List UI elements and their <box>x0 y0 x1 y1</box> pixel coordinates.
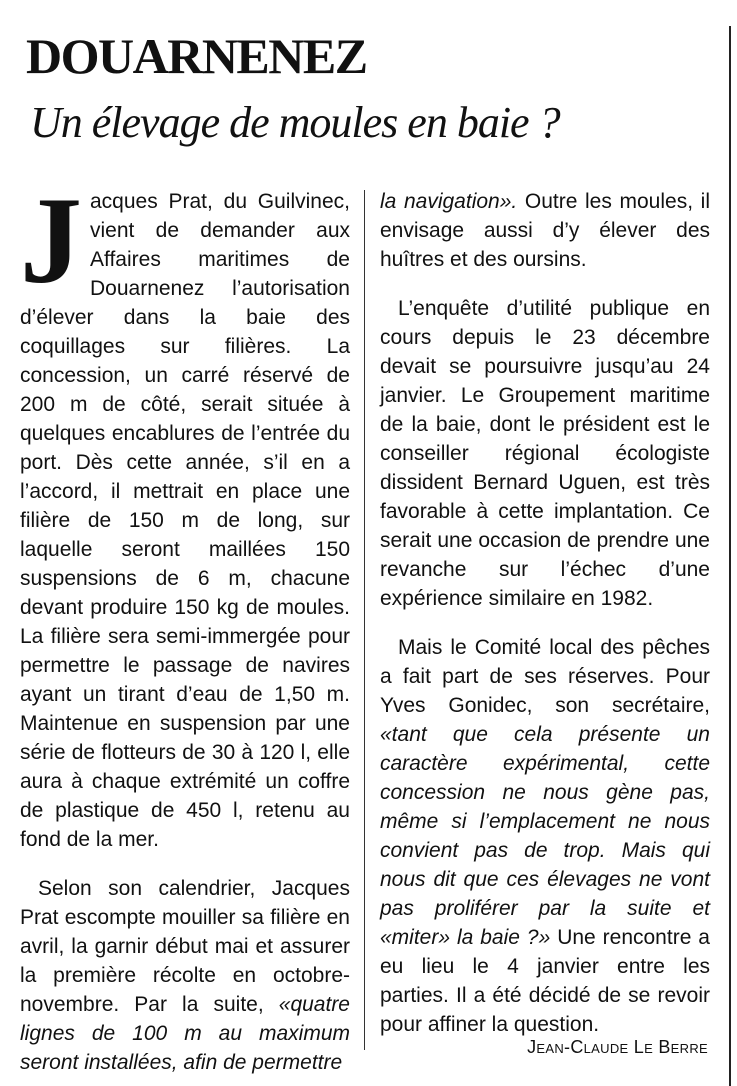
paragraph-2 <box>20 874 350 1077</box>
paragraph-2-text: Selon son calendrier, Jacques Prat escompte mouiller sa filière en avril, la garnir début mai et assurer la première récolte en octobre-novembre. Par la suite, <box>20 877 350 1016</box>
article-column-right <box>380 187 710 1039</box>
paragraph-4-end: Une rencontre a eu lieu le 4 janvier entre les parties. Il a été décidé de se revoir pour affiner la question. <box>380 926 710 1036</box>
paragraph-1-text: acques Prat, du Guilvinec, vient de demander aux Affaires maritimes de Douarnenez l’autorisation d’élever dans la baie des coquillages sur filières. La concession, un carré réservé de 200 m de côté, serait située à quelques encablures de l’entrée du port. Dès cette année, s’il en a l’accord, il mettrait en place une filière de 150 m de long, sur laquelle seront maillées 150 suspensions de 6 m, chacune devant produire 150 kg de moules. La filière sera semi-immergée pour permettre le passage de navires ayant un tirant d’eau de 1,50 m. Maintenue en suspension par une série de flotteurs de 30 à 120 l, elle aura à chaque extrémité un coffre de plastique de 450 l, retenu au fond de la mer. <box>20 190 350 851</box>
paragraph-4-text: Mais le Comité local des pêches a fait part de ses réserves. Pour Yves Gonidec, son secrétaire, <box>380 636 710 717</box>
headline: DOUARNENEZ <box>26 28 367 84</box>
paragraph-2-continued <box>380 187 710 274</box>
page-right-rule <box>729 26 731 1086</box>
paragraph-4-quote: «tant que cela présente un caractère expérimental, cette concession ne nous gène pas, même si l’emplacement ne nous convient pas de trop. Mais qui nous dit que ces élevages ne vont pas proliférer par la suite et «miter» la baie ?» <box>380 723 710 949</box>
paragraph-4 <box>380 633 710 1039</box>
drop-cap: J <box>20 172 82 309</box>
author-signature: Jean-Claude Le Berre <box>527 1037 708 1057</box>
article-column-left <box>20 172 350 1077</box>
paragraph-1 <box>20 172 350 854</box>
column-divider <box>364 190 365 1050</box>
paragraph-3 <box>380 294 710 613</box>
paragraph-2-continued-text: Outre les moules, il envisage aussi d’y élever des huîtres et des oursins. <box>380 190 710 271</box>
paragraph-3-text: L’enquête d’utilité publique en cours depuis le 23 décembre devait se poursuivre jusqu’au 24 janvier. Le Groupement maritime de la baie, dont le président est le conseiller régional écologiste dissident Bernard Uguen, est très favorable à cette implantation. Ce serait une occasion de prendre une revanche sur l’échec d’une expérience similaire en 1982. <box>380 297 710 610</box>
subheadline: Un élevage de moules en baie ? <box>30 98 560 147</box>
paragraph-2-quote-end: la navigation». <box>380 190 518 213</box>
paragraph-2-quote: «quatre lignes de 100 m au maximum seront installées, afin de permettre <box>20 993 350 1074</box>
